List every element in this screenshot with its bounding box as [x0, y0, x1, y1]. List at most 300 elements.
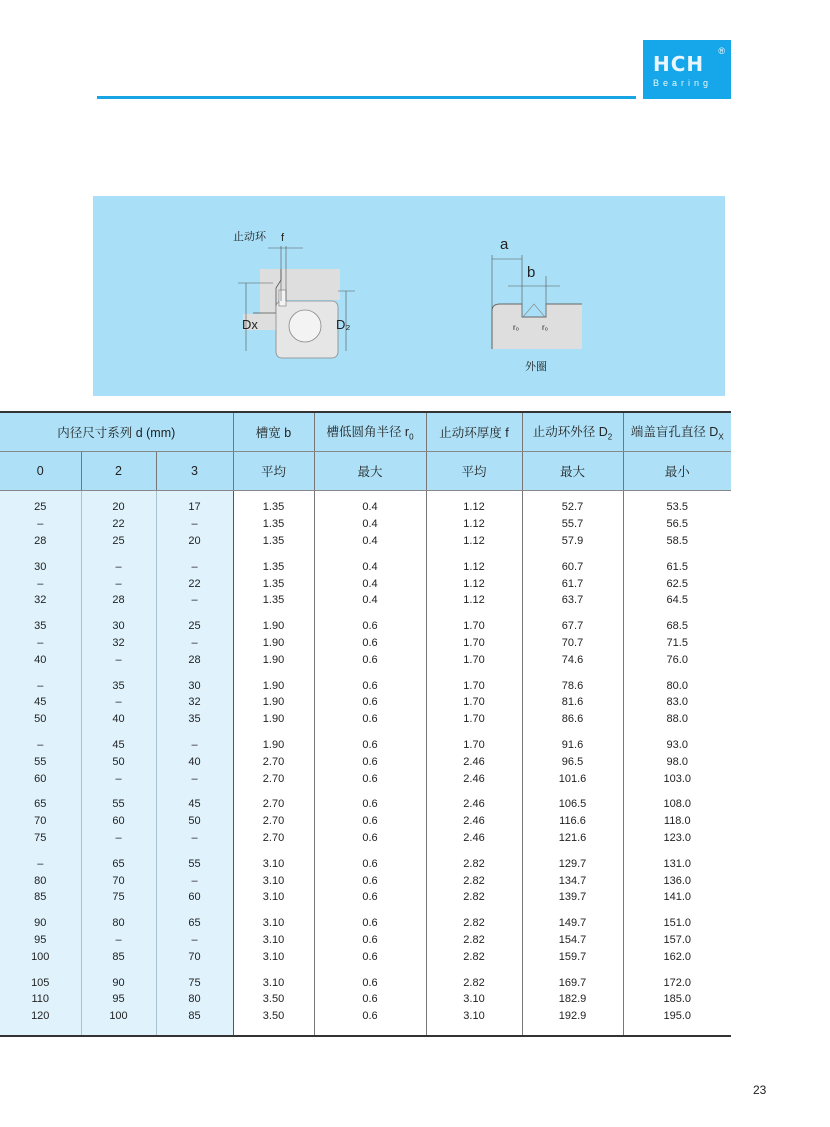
table-body — [0, 491, 731, 1036]
table-cell: 3.10 — [426, 1008, 522, 1036]
spacer-cell — [314, 609, 426, 618]
subheader-series-2: 2 — [81, 452, 156, 491]
table-cell: 182.9 — [522, 991, 623, 1008]
table-cell: 1.12 — [426, 575, 522, 592]
table-cell: 30 — [156, 677, 233, 694]
table-cell: 116.6 — [522, 813, 623, 830]
spacer-cell — [81, 846, 156, 855]
spacer-cell — [314, 787, 426, 796]
table-cell: 2.70 — [233, 770, 314, 787]
table-cell: 53.5 — [623, 491, 731, 516]
table-cell: 85 — [156, 1008, 233, 1036]
spacer-cell — [314, 965, 426, 974]
table-cell: 1.90 — [233, 737, 314, 754]
table-cell: 0.6 — [314, 677, 426, 694]
spacer-cell — [426, 906, 522, 915]
table-cell: 35 — [0, 618, 81, 635]
table-cell: 121.6 — [522, 830, 623, 847]
table-cell: 159.7 — [522, 948, 623, 965]
spacer-cell — [0, 846, 81, 855]
spacer-cell — [426, 668, 522, 677]
table-cell: 1.35 — [233, 516, 314, 533]
table-row — [0, 677, 731, 694]
table-cell: 0.6 — [314, 796, 426, 813]
table-cell: 40 — [0, 651, 81, 668]
spacer-cell — [314, 549, 426, 558]
table-cell: 85 — [81, 948, 156, 965]
table-cell: – — [156, 932, 233, 949]
table-cell: 1.90 — [233, 711, 314, 728]
table-cell: 32 — [81, 635, 156, 652]
table-cell: 0.6 — [314, 813, 426, 830]
bearing-snap-ring-diagram — [233, 226, 373, 366]
table-cell: 0.4 — [314, 592, 426, 609]
table-cell: – — [156, 635, 233, 652]
table-cell: 2.82 — [426, 889, 522, 906]
table-cell: 1.70 — [426, 651, 522, 668]
table-cell: 3.10 — [233, 872, 314, 889]
table-cell: 0.4 — [314, 575, 426, 592]
table-cell: 157.0 — [623, 932, 731, 949]
table-cell: 2.46 — [426, 796, 522, 813]
table-cell: 55.7 — [522, 516, 623, 533]
spacer-cell — [314, 906, 426, 915]
table-cell: 0.6 — [314, 651, 426, 668]
diagram-panel — [93, 196, 725, 396]
spacer-cell — [314, 846, 426, 855]
table-row — [0, 694, 731, 711]
table-cell: 118.0 — [623, 813, 731, 830]
table-cell: 88.0 — [623, 711, 731, 728]
table-cell: – — [156, 592, 233, 609]
table-cell: 0.6 — [314, 618, 426, 635]
table-row — [0, 651, 731, 668]
table-row — [0, 558, 731, 575]
spacer-cell — [623, 609, 731, 618]
table-cell: – — [0, 855, 81, 872]
spacer-cell — [522, 668, 623, 677]
spacer-cell — [0, 609, 81, 618]
table-row — [0, 491, 731, 516]
table-cell: 2.82 — [426, 932, 522, 949]
table-cell: 50 — [81, 753, 156, 770]
table-cell: 1.12 — [426, 592, 522, 609]
table-cell: – — [81, 575, 156, 592]
table-cell: 45 — [0, 694, 81, 711]
table-cell: 0.6 — [314, 830, 426, 847]
spacer-cell — [156, 668, 233, 677]
table-row — [0, 889, 731, 906]
spacer-cell — [623, 965, 731, 974]
table-cell: 57.9 — [522, 533, 623, 550]
spacer-cell — [426, 965, 522, 974]
table-cell: 0.6 — [314, 711, 426, 728]
spacer-cell — [314, 668, 426, 677]
spacer-cell — [0, 728, 81, 737]
table-cell: 93.0 — [623, 737, 731, 754]
table-cell: 3.10 — [233, 948, 314, 965]
group-spacer — [0, 787, 731, 796]
spacer-cell — [81, 906, 156, 915]
spacer-cell — [623, 549, 731, 558]
table-cell: 1.70 — [426, 618, 522, 635]
table-cell: 0.6 — [314, 770, 426, 787]
table-cell: 0.4 — [314, 533, 426, 550]
table-cell: 3.10 — [233, 855, 314, 872]
table-cell: 40 — [156, 753, 233, 770]
table-cell: 149.7 — [522, 915, 623, 932]
table-cell: 50 — [0, 711, 81, 728]
table-cell: 25 — [0, 491, 81, 516]
table-cell: 60.7 — [522, 558, 623, 575]
table-cell: 0.6 — [314, 974, 426, 991]
table-row — [0, 830, 731, 847]
table-cell: – — [156, 558, 233, 575]
spacer-cell — [522, 728, 623, 737]
table-cell: 0.6 — [314, 753, 426, 770]
spacer-cell — [81, 549, 156, 558]
table-cell: 105 — [0, 974, 81, 991]
table-cell: 80 — [0, 872, 81, 889]
table-cell: 0.6 — [314, 932, 426, 949]
table-cell: – — [0, 575, 81, 592]
table-cell: 67.7 — [522, 618, 623, 635]
table-cell: 172.0 — [623, 974, 731, 991]
table-cell: 17 — [156, 491, 233, 516]
table-cell: 45 — [81, 737, 156, 754]
table-cell: 63.7 — [522, 592, 623, 609]
spacer-cell — [314, 728, 426, 737]
table-cell: – — [156, 737, 233, 754]
table-cell: 110 — [0, 991, 81, 1008]
table-cell: 83.0 — [623, 694, 731, 711]
spacer-cell — [233, 846, 314, 855]
spacer-cell — [426, 787, 522, 796]
table-cell: 2.70 — [233, 813, 314, 830]
table-cell: 2.82 — [426, 974, 522, 991]
table-cell: 1.70 — [426, 694, 522, 711]
table-cell: 129.7 — [522, 855, 623, 872]
table-cell: 55 — [0, 753, 81, 770]
subheader-row — [0, 452, 731, 491]
table-cell: 131.0 — [623, 855, 731, 872]
group-spacer — [0, 549, 731, 558]
table-cell: 80 — [156, 991, 233, 1008]
table-row — [0, 872, 731, 889]
table-cell: 45 — [156, 796, 233, 813]
table-cell: 71.5 — [623, 635, 731, 652]
snap-ring-label: 止动环 — [233, 231, 266, 243]
table-cell: 0.6 — [314, 872, 426, 889]
table-cell: 1.90 — [233, 635, 314, 652]
table-cell: 151.0 — [623, 915, 731, 932]
table-row — [0, 915, 731, 932]
table-cell: 22 — [81, 516, 156, 533]
spacer-cell — [522, 846, 623, 855]
table-cell: 40 — [81, 711, 156, 728]
col-ring-od: 止动环外径 $D_2$ — [522, 412, 623, 452]
table-cell: 0.6 — [314, 948, 426, 965]
spacer-cell — [233, 668, 314, 677]
table-cell: 80.0 — [623, 677, 731, 694]
table-cell: – — [81, 694, 156, 711]
table-cell: 65 — [81, 855, 156, 872]
spacer-cell — [0, 906, 81, 915]
spacer-cell — [233, 965, 314, 974]
spacer-cell — [156, 846, 233, 855]
table-cell: 0.6 — [314, 991, 426, 1008]
table-cell: 0.4 — [314, 558, 426, 575]
table-cell: 91.6 — [522, 737, 623, 754]
table-cell: 61.5 — [623, 558, 731, 575]
table-cell: 74.6 — [522, 651, 623, 668]
spacer-cell — [81, 965, 156, 974]
table-cell: 195.0 — [623, 1008, 731, 1036]
table-cell: 60 — [0, 770, 81, 787]
table-cell: 0.6 — [314, 694, 426, 711]
table-cell: 139.7 — [522, 889, 623, 906]
table-cell: – — [156, 770, 233, 787]
spacer-cell — [522, 609, 623, 618]
group-spacer — [0, 965, 731, 974]
table-cell: 28 — [0, 533, 81, 550]
table-cell: 28 — [81, 592, 156, 609]
table-cell: – — [0, 635, 81, 652]
table-cell: 120 — [0, 1008, 81, 1036]
r0-left-label: r₀ — [513, 323, 519, 332]
table-cell: 1.35 — [233, 533, 314, 550]
table-cell: 0.6 — [314, 737, 426, 754]
table-cell: 28 — [156, 651, 233, 668]
spacer-cell — [81, 787, 156, 796]
table-cell: 2.46 — [426, 830, 522, 847]
table-cell: 95 — [0, 932, 81, 949]
col-groove-width: 槽宽 b — [233, 412, 314, 452]
spacer-cell — [623, 906, 731, 915]
table-cell: 2.70 — [233, 753, 314, 770]
table-cell: – — [81, 932, 156, 949]
table-cell: 134.7 — [522, 872, 623, 889]
table-cell: 22 — [156, 575, 233, 592]
b-label: b — [527, 264, 536, 281]
table-cell: 70 — [156, 948, 233, 965]
d2-label: D₂ — [336, 317, 351, 332]
spacer-cell — [81, 609, 156, 618]
table-cell: 35 — [156, 711, 233, 728]
table-cell: 1.90 — [233, 677, 314, 694]
table-cell: 1.12 — [426, 533, 522, 550]
table-cell: 123.0 — [623, 830, 731, 847]
table-cell: 52.7 — [522, 491, 623, 516]
table-row — [0, 592, 731, 609]
table-cell: 70.7 — [522, 635, 623, 652]
table-cell: 65 — [156, 915, 233, 932]
table-cell: 30 — [81, 618, 156, 635]
table-cell: 25 — [156, 618, 233, 635]
table-row — [0, 991, 731, 1008]
spacer-cell — [522, 549, 623, 558]
table-row — [0, 974, 731, 991]
table-cell: 0.4 — [314, 491, 426, 516]
table-cell: 32 — [0, 592, 81, 609]
table-cell: 90 — [81, 974, 156, 991]
table-cell: – — [0, 516, 81, 533]
table-cell: 96.5 — [522, 753, 623, 770]
table-cell: 80 — [81, 915, 156, 932]
table-cell: 3.10 — [233, 932, 314, 949]
table-cell: 136.0 — [623, 872, 731, 889]
table-cell: 60 — [81, 813, 156, 830]
spacer-cell — [623, 787, 731, 796]
table-cell: 58.5 — [623, 533, 731, 550]
table-cell: 154.7 — [522, 932, 623, 949]
spacer-cell — [426, 549, 522, 558]
group-spacer — [0, 846, 731, 855]
table-cell: 192.9 — [522, 1008, 623, 1036]
subheader-max: 最大 — [314, 452, 426, 491]
table-cell: 100 — [81, 1008, 156, 1036]
table-cell: 50 — [156, 813, 233, 830]
dx-label: Dx — [242, 317, 258, 332]
header-row — [0, 412, 731, 452]
table-cell: 3.50 — [233, 991, 314, 1008]
table-cell: – — [156, 516, 233, 533]
group-spacer — [0, 668, 731, 677]
table-cell: 56.5 — [623, 516, 731, 533]
table-cell: 2.82 — [426, 872, 522, 889]
table-cell: 0.6 — [314, 1008, 426, 1036]
spacer-cell — [522, 787, 623, 796]
table-cell: 106.5 — [522, 796, 623, 813]
table-cell: 169.7 — [522, 974, 623, 991]
subheader-min: 最小 — [623, 452, 731, 491]
table-cell: – — [0, 677, 81, 694]
table-row — [0, 796, 731, 813]
table-row — [0, 575, 731, 592]
spacer-cell — [156, 965, 233, 974]
table-cell: – — [156, 872, 233, 889]
logo-mark: HCH — [653, 52, 705, 76]
table-cell: 1.90 — [233, 651, 314, 668]
table-cell: 78.6 — [522, 677, 623, 694]
table-cell: 70 — [0, 813, 81, 830]
table-cell: 2.70 — [233, 796, 314, 813]
spacer-cell — [0, 787, 81, 796]
table-cell: 2.82 — [426, 915, 522, 932]
table-cell: – — [81, 770, 156, 787]
table-cell: 2.82 — [426, 948, 522, 965]
spacer-cell — [156, 609, 233, 618]
subheader-series-0: 0 — [0, 452, 81, 491]
spacer-cell — [233, 728, 314, 737]
outer-ring-groove-diagram — [488, 251, 598, 361]
spacer-cell — [233, 549, 314, 558]
table-cell: 90 — [0, 915, 81, 932]
group-spacer — [0, 906, 731, 915]
spacer-cell — [156, 549, 233, 558]
spacer-cell — [156, 728, 233, 737]
table-row — [0, 635, 731, 652]
table-cell: 75 — [0, 830, 81, 847]
table-cell: 2.46 — [426, 753, 522, 770]
table-cell: 1.70 — [426, 635, 522, 652]
table-cell: 2.82 — [426, 855, 522, 872]
f-label: f — [281, 232, 285, 244]
table-cell: – — [81, 558, 156, 575]
brand-logo — [643, 40, 731, 99]
spacer-cell — [0, 965, 81, 974]
table-cell: 35 — [81, 677, 156, 694]
table-row — [0, 948, 731, 965]
table-cell: 100 — [0, 948, 81, 965]
table-cell: 2.46 — [426, 813, 522, 830]
table-cell: 0.6 — [314, 855, 426, 872]
spacer-cell — [426, 728, 522, 737]
col-cover-bore: 端盖盲孔直径 $D_X$ — [623, 412, 731, 452]
snap-ring-spec-table — [0, 411, 731, 1037]
table-cell: 25 — [81, 533, 156, 550]
table-cell: 1.12 — [426, 558, 522, 575]
group-spacer — [0, 609, 731, 618]
table-cell: 0.6 — [314, 915, 426, 932]
table-row — [0, 737, 731, 754]
table-cell: 20 — [81, 491, 156, 516]
table-cell: 32 — [156, 694, 233, 711]
table-cell: 185.0 — [623, 991, 731, 1008]
table-cell: 2.70 — [233, 830, 314, 847]
table-cell: 75 — [81, 889, 156, 906]
table-cell: 98.0 — [623, 753, 731, 770]
table-cell: 1.90 — [233, 694, 314, 711]
table-cell: 1.35 — [233, 575, 314, 592]
table-cell: 70 — [81, 872, 156, 889]
spacer-cell — [522, 965, 623, 974]
spacer-cell — [426, 609, 522, 618]
table-cell: 0.6 — [314, 635, 426, 652]
spacer-cell — [233, 906, 314, 915]
table-cell: 55 — [156, 855, 233, 872]
table-row — [0, 1008, 731, 1036]
table-cell: 0.4 — [314, 516, 426, 533]
table-cell: 1.90 — [233, 618, 314, 635]
table-cell: 85 — [0, 889, 81, 906]
table-row — [0, 932, 731, 949]
table-row — [0, 753, 731, 770]
outer-ring-label: 外圈 — [525, 361, 547, 373]
group-spacer — [0, 728, 731, 737]
table-cell: 30 — [0, 558, 81, 575]
table-cell: 3.50 — [233, 1008, 314, 1036]
table-cell: 1.70 — [426, 677, 522, 694]
spacer-cell — [156, 787, 233, 796]
table-row — [0, 516, 731, 533]
table-cell: 86.6 — [522, 711, 623, 728]
registered-mark: ® — [718, 46, 725, 56]
table-cell: 1.35 — [233, 491, 314, 516]
table-cell: – — [81, 830, 156, 847]
table-cell: – — [156, 830, 233, 847]
table-cell: 1.12 — [426, 491, 522, 516]
logo-subtext: Bearing — [653, 78, 713, 88]
table-cell: 3.10 — [233, 889, 314, 906]
col-bore-series: 内径尺寸系列 d (mm) — [0, 412, 233, 452]
table-cell: 103.0 — [623, 770, 731, 787]
table-cell: 68.5 — [623, 618, 731, 635]
subheader-series-3: 3 — [156, 452, 233, 491]
table-cell: 1.70 — [426, 711, 522, 728]
subheader-avg: 平均 — [426, 452, 522, 491]
table-row — [0, 770, 731, 787]
